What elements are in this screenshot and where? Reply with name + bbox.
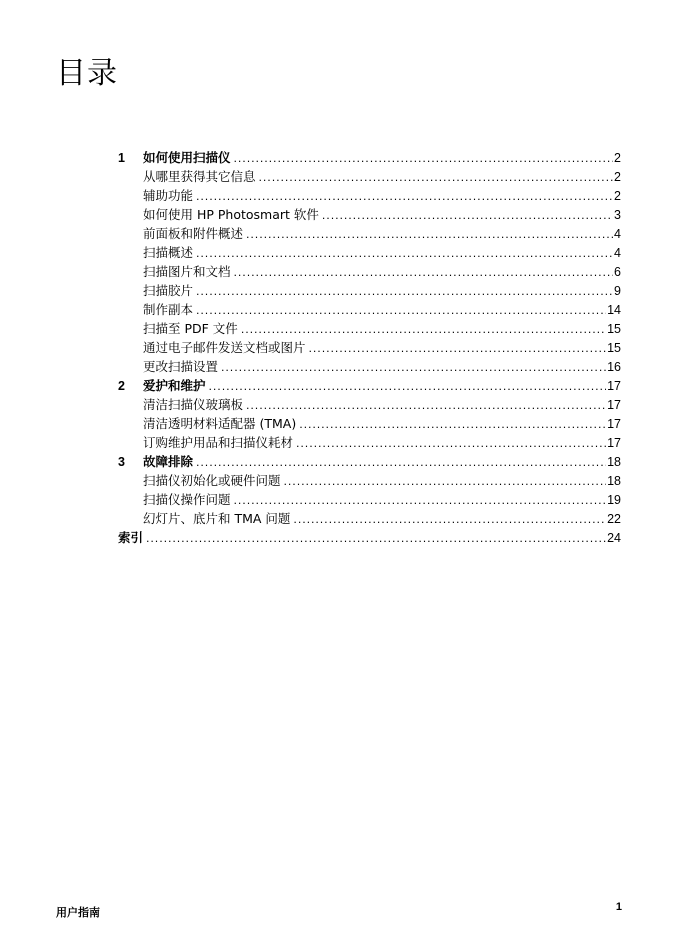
page-title: 目录 [56, 56, 118, 91]
toc-page-number: 14 [607, 303, 621, 317]
toc-dot-leader [221, 358, 606, 377]
toc-page-number: 15 [607, 322, 621, 336]
toc-entry-title: 从哪里获得其它信息 [143, 169, 256, 184]
toc-dot-leader [209, 377, 607, 396]
toc-section-entry[interactable] [118, 281, 621, 300]
footer-page-number: 1 [615, 901, 622, 913]
toc-entry-title: 如何使用 HP Photosmart 软件 [143, 207, 319, 222]
toc-dot-leader [309, 339, 607, 358]
toc-section-entry[interactable] [118, 395, 621, 414]
toc-chapter-entry[interactable] [118, 376, 621, 395]
toc-page-number: 17 [607, 417, 621, 431]
toc-section-entry[interactable] [118, 186, 621, 205]
toc-section-entry[interactable] [118, 167, 621, 186]
toc-page-number: 15 [607, 341, 621, 355]
toc-section-entry[interactable] [118, 433, 621, 452]
toc-page-number: 24 [607, 531, 621, 545]
toc-dot-leader [146, 529, 606, 548]
toc-section-entry[interactable] [118, 262, 621, 281]
toc-index-entry[interactable] [118, 528, 621, 547]
toc-entry-title: 清洁透明材料适配器 (TMA) [143, 416, 297, 431]
toc-chapter-entry[interactable] [118, 452, 621, 471]
toc-dot-leader [246, 225, 613, 244]
toc-page-number: 17 [607, 398, 621, 412]
toc-page-number: 18 [607, 455, 621, 469]
toc-page-number: 9 [614, 284, 621, 298]
toc-page-number: 3 [614, 208, 621, 222]
toc-dot-leader [196, 187, 613, 206]
toc-entry-title: 索引 [118, 530, 144, 545]
footer-guide-title: 用户指南 [56, 906, 100, 919]
toc-section-entry[interactable] [118, 490, 621, 509]
toc-dot-leader [296, 434, 606, 453]
toc-chapter-number: 3 [118, 455, 125, 469]
toc-entry-title: 扫描概述 [143, 245, 194, 260]
toc-dot-leader [246, 396, 606, 415]
toc-dot-leader [234, 263, 614, 282]
toc-page-number: 22 [607, 512, 621, 526]
toc-section-entry[interactable] [118, 509, 621, 528]
toc-entry-title: 制作副本 [143, 302, 194, 317]
toc-dot-leader [234, 149, 614, 168]
table-of-contents [118, 148, 621, 547]
toc-entry-title: 故障排除 [143, 454, 194, 469]
toc-chapter-entry[interactable] [118, 148, 621, 167]
toc-dot-leader [322, 206, 613, 225]
toc-section-entry[interactable] [118, 338, 621, 357]
toc-dot-leader [196, 244, 613, 263]
toc-dot-leader [196, 301, 606, 320]
toc-page-number: 17 [607, 436, 621, 450]
toc-entry-title: 扫描至 PDF 文件 [143, 321, 238, 336]
toc-entry-title: 扫描图片和文档 [143, 264, 231, 279]
toc-section-entry[interactable] [118, 300, 621, 319]
toc-section-entry[interactable] [118, 205, 621, 224]
toc-page-number: 18 [607, 474, 621, 488]
toc-entry-title: 辅助功能 [143, 188, 194, 203]
toc-dot-leader [259, 168, 614, 187]
toc-page-number: 2 [614, 189, 621, 203]
toc-section-entry[interactable] [118, 224, 621, 243]
toc-entry-title: 订购维护用品和扫描仪耗材 [143, 435, 294, 450]
toc-entry-title: 扫描仪操作问题 [143, 492, 231, 507]
toc-entry-title: 前面板和附件概述 [143, 226, 244, 241]
toc-chapter-number: 2 [118, 379, 125, 393]
toc-dot-leader [293, 510, 606, 529]
toc-entry-title: 清洁扫描仪玻璃板 [143, 397, 244, 412]
toc-dot-leader [284, 472, 607, 491]
toc-page-number: 17 [607, 379, 621, 393]
toc-page-number: 2 [614, 170, 621, 184]
toc-page-number: 16 [607, 360, 621, 374]
toc-section-entry[interactable] [118, 414, 621, 433]
toc-section-entry[interactable] [118, 319, 621, 338]
toc-page-number: 2 [614, 151, 621, 165]
toc-page-number: 6 [614, 265, 621, 279]
toc-entry-title: 通过电子邮件发送文档或图片 [143, 340, 306, 355]
toc-entry-title: 幻灯片、底片和 TMA 问题 [143, 511, 291, 526]
toc-dot-leader [196, 282, 613, 301]
toc-entry-title: 爱护和维护 [143, 378, 206, 393]
toc-page-number: 4 [614, 227, 621, 241]
toc-section-entry[interactable] [118, 243, 621, 262]
toc-section-entry[interactable] [118, 471, 621, 490]
toc-chapter-number: 1 [118, 151, 125, 165]
toc-page-number: 19 [607, 493, 621, 507]
toc-dot-leader [196, 453, 606, 472]
toc-page-number: 4 [614, 246, 621, 260]
toc-dot-leader [241, 320, 606, 339]
toc-entry-title: 更改扫描设置 [143, 359, 219, 374]
toc-entry-title: 如何使用扫描仪 [143, 150, 231, 165]
toc-entry-title: 扫描仪初始化或硬件问题 [143, 473, 281, 488]
toc-dot-leader [299, 415, 606, 434]
toc-entry-title: 扫描胶片 [143, 283, 194, 298]
toc-dot-leader [234, 491, 607, 510]
toc-section-entry[interactable] [118, 357, 621, 376]
